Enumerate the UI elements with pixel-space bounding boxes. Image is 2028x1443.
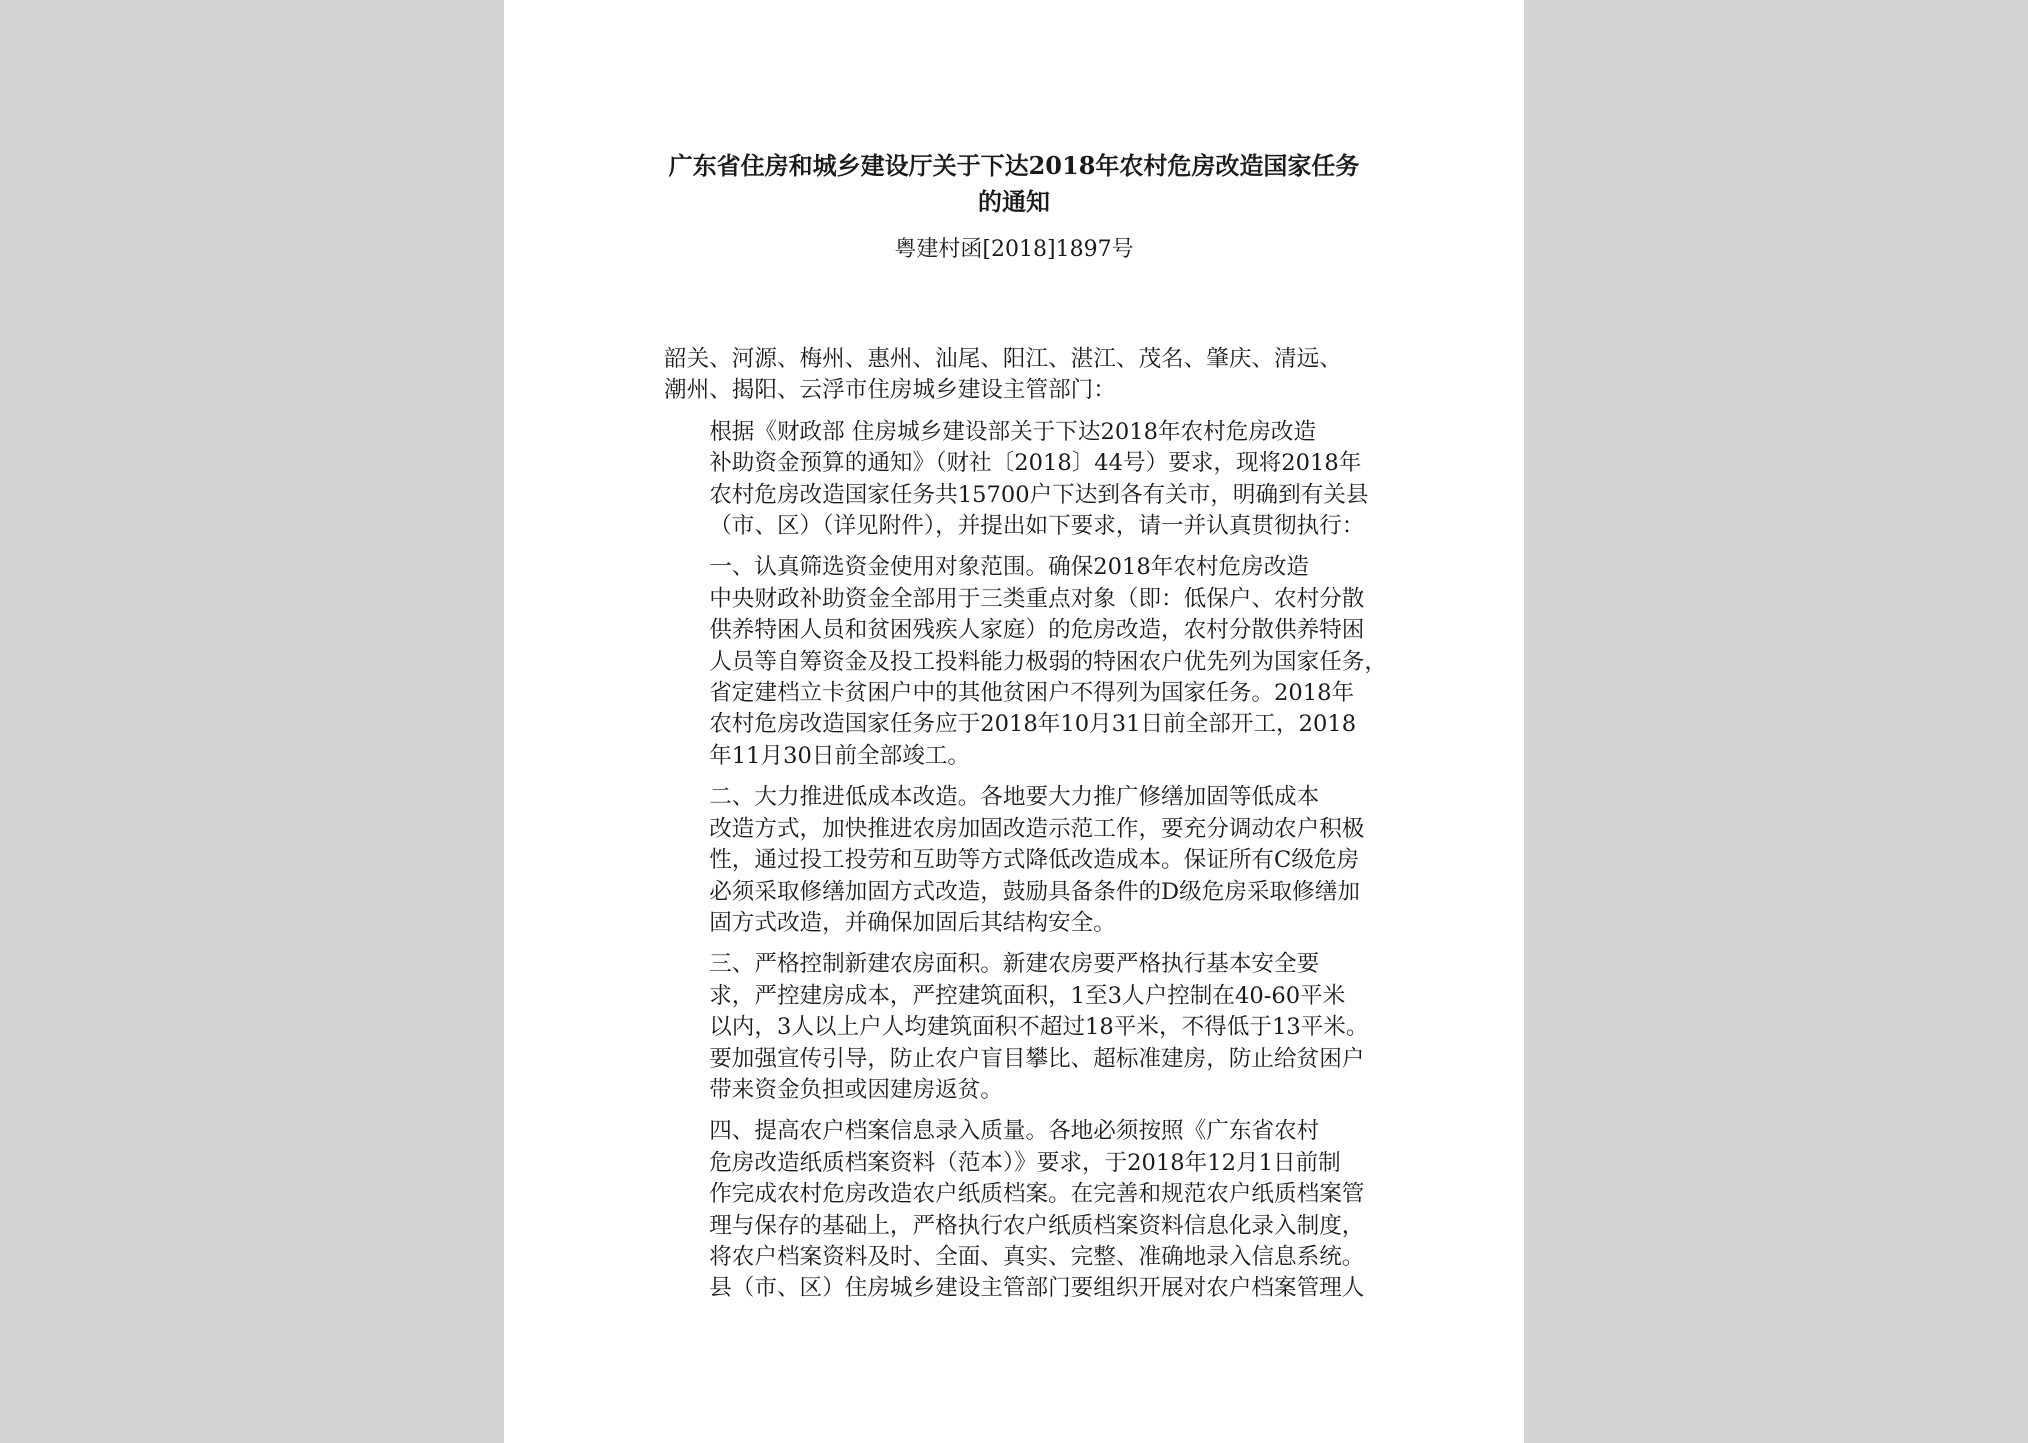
paragraph-line: 作完成农村危房改造农户纸质档案。在完善和规范农户纸质档案管: [709, 1181, 1365, 1208]
paragraph-line: 带来资金负担或因建房返贫。: [709, 1076, 1003, 1103]
paragraph-line: 危房改造纸质档案资料（范本）》要求，于2018年12月1日前制: [709, 1149, 1341, 1176]
paragraph-line: 将农户档案资料及时、全面、真实、完整、准确地录入信息系统。: [709, 1243, 1365, 1270]
paragraph-line: 农村危房改造国家任务应于2018年10月31日前全部开工，2018: [709, 711, 1357, 738]
paragraph-line: 人员等自筹资金及投工投料能力极弱的特困农户优先列为国家任务，: [709, 648, 1387, 675]
paragraph-line: 补助资金预算的通知》（财社〔2018〕44号）要求，现将2018年: [709, 450, 1362, 477]
document-page: [504, 0, 1524, 1443]
document-number: 粤建村函[2018]1897号: [894, 237, 1134, 262]
paragraph-line: 固方式改造，并确保加固后其结构安全。: [709, 909, 1116, 936]
paragraph-line: 以内，3人以上户人均建筑面积不超过18平米，不得低于13平米。: [709, 1014, 1369, 1041]
paragraph-line: 要加强宣传引导，防止农户盲目攀比、超标准建房，防止给贫困户: [709, 1045, 1365, 1072]
document-body: [664, 344, 1387, 1305]
paragraph-line: 中央财政补助资金全部用于三类重点对象（即：低保户、农村分散: [709, 585, 1365, 612]
title-line-2: 的通知: [978, 187, 1050, 216]
paragraph-line: 农村危房改造国家任务共15700户下达到各有关市，明确到有关县: [709, 481, 1369, 508]
paragraph-line: 性，通过投工投劳和互助等方式降低改造成本。保证所有C级危房: [709, 847, 1360, 874]
paragraph-line: 二、大力推进低成本改造。各地要大力推广修缮加固等低成本: [709, 784, 1320, 811]
addressee: [664, 344, 1364, 407]
paragraph-line: 根据《财政部 住房城乡建设部关于下达2018年农村危房改造: [709, 418, 1317, 445]
paragraph-item-2: [664, 782, 1364, 939]
paragraph-line: 改造方式，加快推进农房加固改造示范工作，要充分调动农户积极: [709, 815, 1365, 842]
paragraph-line: 县（市、区）住房城乡建设主管部门要组织开展对农户档案管理人: [709, 1275, 1365, 1302]
paragraph-line: 省定建档立卡贫困户中的其他贫困户不得列为国家任务。2018年: [709, 680, 1355, 707]
paragraph-line: 理与保存的基础上，严格执行农户纸质档案资料信息化录入制度，: [709, 1212, 1365, 1239]
title-line-1: 广东省住房和城乡建设厅关于下达2018年农村危房改造国家任务: [668, 151, 1360, 180]
paragraph-line: 三、严格控制新建农房面积。新建农房要严格执行基本安全要: [709, 951, 1320, 978]
paragraph-line: 必须采取修缮加固方式改造，鼓励具备条件的D级危房采取修缮加: [709, 878, 1360, 905]
paragraph-intro: [664, 417, 1369, 543]
paragraph-line: 一、认真筛选资金使用对象范围。确保2018年农村危房改造: [709, 554, 1309, 581]
paragraph-line: 四、提高农户档案信息录入质量。各地必须按照《广东省农村: [709, 1118, 1320, 1145]
paragraph-item-3: [664, 949, 1369, 1106]
paragraph-item-4: [664, 1116, 1364, 1304]
paragraph-line: 求，严控建房成本，严控建筑面积，1至3人户控制在40-60平米: [709, 982, 1346, 1009]
paragraph-line: 供养特困人员和贫困残疾人家庭）的危房改造，农村分散供养特困: [709, 617, 1365, 644]
document-title: [504, 148, 1524, 220]
addressee-line-1: 韶关、河源、梅州、惠州、汕尾、阳江、湛江、茂名、肇庆、清远、: [664, 346, 1342, 372]
paragraph-line: 年11月30日前全部竣工。: [709, 742, 971, 769]
paragraph-item-1: [664, 552, 1387, 772]
addressee-line-2: 潮州、揭阳、云浮市住房城乡建设主管部门：: [664, 377, 1116, 404]
paragraph-line: （市、区）（详见附件），并提出如下要求，请一并认真贯彻执行：: [709, 513, 1365, 540]
